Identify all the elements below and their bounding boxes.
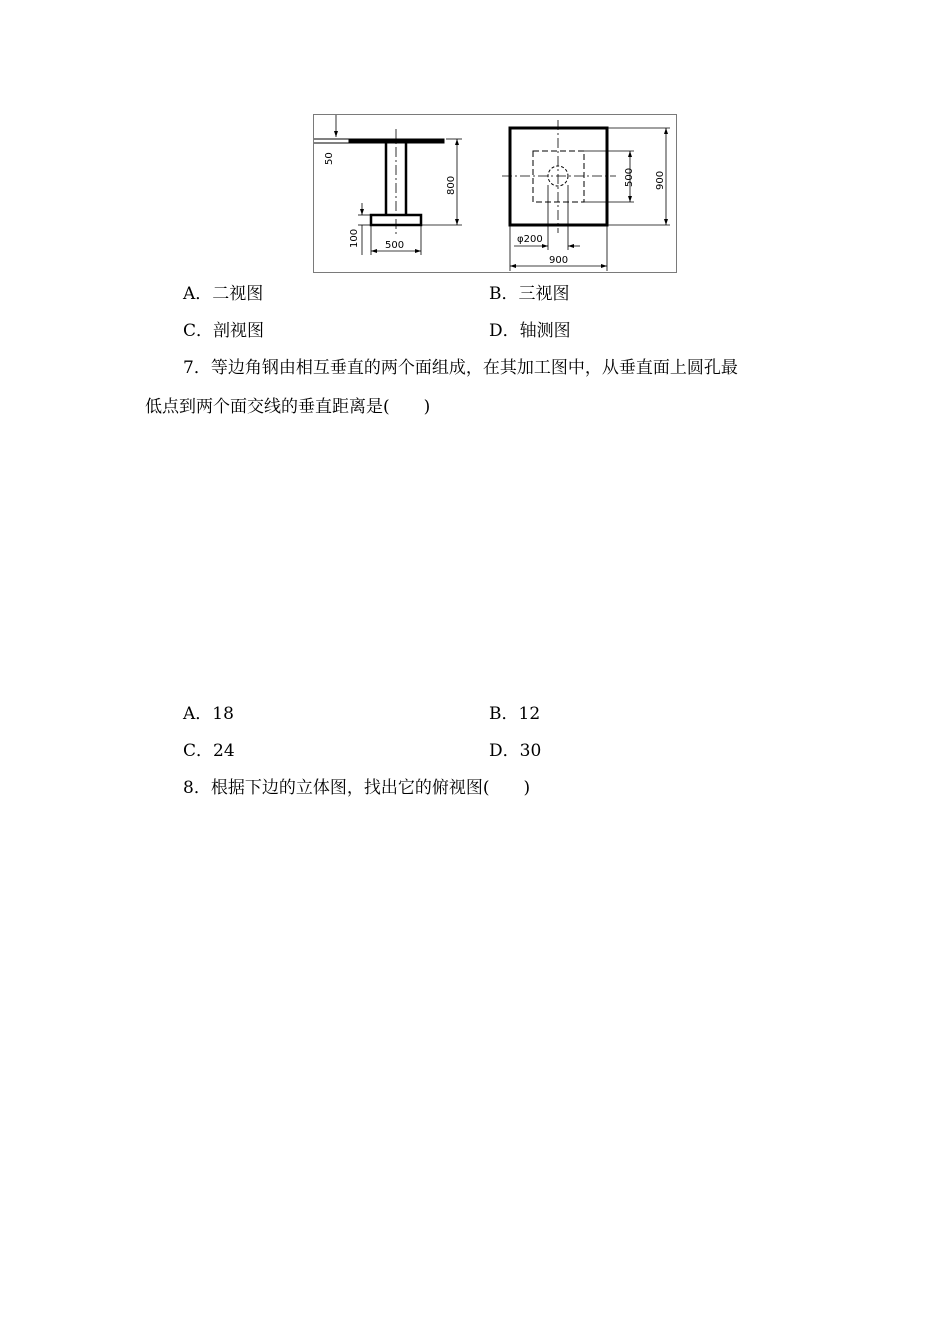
option-text: 二视图 <box>212 284 264 304</box>
q6-option-d <box>489 320 571 342</box>
table-three-view-figure <box>313 114 677 273</box>
option-letter: B． <box>489 704 519 724</box>
q7-option-c <box>183 740 235 762</box>
option-letter: C． <box>183 321 214 341</box>
option-text: 轴测图 <box>519 321 571 341</box>
option-letter: D． <box>489 741 520 761</box>
option-text: 24 <box>213 741 235 761</box>
option-text: 剖视图 <box>213 321 265 341</box>
option-letter: B． <box>489 284 519 304</box>
option-text: 18 <box>212 704 234 724</box>
option-text: 12 <box>518 704 541 724</box>
table-top-plate <box>349 139 444 143</box>
option-letter: A． <box>183 704 213 724</box>
inner-square-hidden <box>533 151 584 202</box>
dim-100: 100 <box>349 228 360 248</box>
figure-drawing <box>314 115 678 274</box>
q7-text-line-2: 低点到两个面交线的垂直距离是( ) <box>145 397 431 417</box>
q8-text-line-1: 8．根据下边的立体图，找出它的俯视图( ) <box>183 778 531 798</box>
dim-500-base: 500 <box>385 240 405 251</box>
dim-500-inner: 500 <box>624 167 635 187</box>
q6-option-c <box>183 320 264 342</box>
q6-option-a <box>183 283 263 305</box>
q7-text-line-1: 7．等边角钢由相互垂直的两个面组成，在其加工图中，从垂直面上圆孔最 <box>183 358 738 378</box>
option-letter: A． <box>183 284 213 304</box>
dim-phi200: φ200 <box>517 234 543 245</box>
option-letter: C． <box>183 741 214 761</box>
front-view <box>314 115 462 255</box>
dim-900-vertical: 900 <box>655 170 666 190</box>
dim-800: 800 <box>446 175 457 195</box>
q7-option-d <box>489 740 541 762</box>
option-letter: D． <box>489 321 520 341</box>
dim-900-horizontal: 900 <box>549 255 569 266</box>
q6-option-b <box>489 283 570 305</box>
top-view <box>502 120 670 271</box>
dim-50: 50 <box>324 152 335 165</box>
option-text: 30 <box>519 741 542 761</box>
q7-option-a <box>183 703 234 725</box>
option-text: 三视图 <box>518 284 570 304</box>
q7-option-b <box>489 703 540 725</box>
outer-square <box>510 128 607 225</box>
